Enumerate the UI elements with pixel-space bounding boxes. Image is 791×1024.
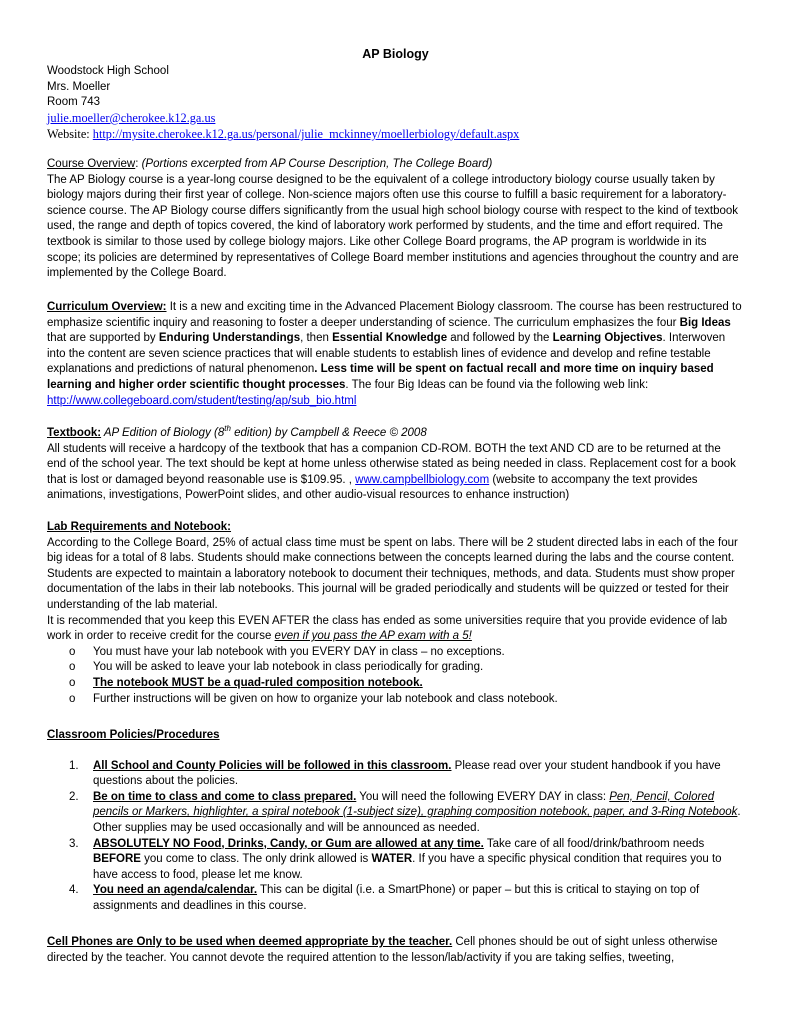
cell-phone-section [47, 935, 743, 966]
list-item: o You will be asked to leave your lab notebook in class periodically for grading. [69, 661, 484, 674]
lab-body: According to the College Board, 25% of actual class time must be spent on labs. There will be 2 student directed labs in each of the four big ideas for a total of 8 labs. Students should make connections between the concepts learned during the labs and the course content. Students are expected to maintain a laboratory notebook to document their techniques, methods, and data. Students must show proper documentation of the labs in their lab notebooks. This journal will be graded periodically and students will be quizzed or tested for their understanding of the lab material. [47, 536, 738, 611]
curriculum-heading: Curriculum Overview: [47, 301, 167, 313]
curriculum-section: Curriculum Overview: It is a new and exciting time in the Advanced Placement Biology classroom. The course has been restructured to emphasize scientific inquiry and reasoning to foster a deeper understanding of science. The curriculum emphasizes the four Big Ideas that are supported by Enduring Understandings, then Essential Knowledge and followed by the Learning Objectives. Interwoven into the content are seven science practices that will enable students to establish lines of evidence and develop and refine testable explanations and predictions of natural phenomenon. Less time will be spent on factual recall and more time on inquiry based learning and higher order scientific thought processes. The four Big Ideas can be found via the following web link: http://www.collegeboard.com/student/testing/ap/sub_bio.html [47, 301, 742, 407]
policies-heading: Classroom Policies/Procedures [47, 729, 220, 741]
textbook-heading: Textbook: [47, 427, 102, 439]
textbook-section: Textbook: AP Edition of Biology (8th edition) by Campbell & Reece © 2008 All students will receive a hardcopy of the textbook that has a companion CD-ROM. BOTH the text AND CD are to be returned at the end of the school year. The text should be kept at home unless otherwise stated as being needed in class. Replacement cost for a book that is lost or damaged beyond reasonable use is $109.95. , www.campbellbiology.com (website to accompany the text provides animations, investigations, PowerPoint slides, and other audio-visual resources to enhance instruction) [47, 424, 736, 502]
big-ideas-link[interactable]: http://www.collegeboard.com/student/testing/ap/sub_bio.html [47, 394, 357, 407]
document-title: AP Biology [362, 47, 429, 61]
lab-heading: Lab Requirements and Notebook: [47, 521, 232, 533]
cell-phone-body: Cell phones should be out of sight unless otherwise directed by the teacher. You cannot devote the required attention to the lesson/lab/activity if you are taking selfies, tweeting, [47, 936, 718, 964]
course-overview-heading: Course Overview [47, 158, 136, 170]
course-overview-subtitle: (Portions excerpted from AP Course Description, The College Board) [141, 158, 493, 170]
course-overview-body: The AP Biology course is a year-long course designed to be the equivalent of a college introductory biology course usually taken by biology majors during their first year of college. Non-science majors often use this course to fulfill a basic requirement for a laboratory-science course. The AP Biology course differs significantly from the usual high school biology course with respect to the kind of textbook used, the range and depth of topics covered, the kind of laboratory work performed by students, and the time and effort required. The textbook is similar to those used by college biology majors. Like other College Board programs, the AP program is worldwide in its scope; its policies are determined by representatives of College Board member institutions and agencies throughout the country and are implemented by the College Board. [47, 173, 739, 280]
room-number: Room 743 [47, 96, 101, 109]
textbook-title: AP Edition of Biology (8th edition) by Campbell & Reece © 2008 [101, 424, 427, 439]
policies-list [47, 759, 743, 915]
email-link[interactable]: julie.moeller@cherokee.k12.ga.us [47, 110, 216, 125]
contact-block [47, 64, 747, 143]
textbook-body: All students will receive a hardcopy of the textbook that has a companion CD-ROM. BOTH the text AND CD are to be returned at the end of the school year. The text should be kept at home unless otherwise stated as being needed in class. Replacement cost for a book that is lost or damaged beyond reasonable use is $109.95. , [47, 442, 736, 486]
lab-section: Lab Requirements and Notebook: According to the College Board, 25% of actual class time must be spent on labs. There will be 2 student directed labs in each of the four big ideas for a total of 8 labs. Students should make connections between the concepts learned during the labs and the course content. Students are expected to maintain a laboratory notebook to document their techniques, methods, and data. Students must show proper documentation of the labs in their lab notebooks. This journal will be graded periodically and students will be quizzed or tested for their understanding of the lab material. It is recommended that you keep this EVEN AFTER the class has ended as some universities require that you provide evidence of lab work in order to receive credit for the course even if you pass the AP exam with a 5! o You must have your lab notebook with you EVERY DAY in class – no exceptions. o You will be asked to leave your lab notebook in class periodically for grading. o The notebook MUST be a quad-ruled composition notebook. o Further instructions will be given on how to organize your lab notebook and class notebook. [47, 520, 743, 707]
website-link[interactable]: http://mysite.cherokee.k12.ga.us/personal/julie_mckinney/moellerbiology/default.aspx [92, 127, 520, 142]
school-name: Woodstock High School [47, 65, 169, 77]
list-item: 3. ABSOLUTELY NO Food, Drinks, Candy, or Gum are allowed at any time. Take care of all food/drink/bathroom needs BEFORE you come to class. The only drink allowed is WATER. If you have a specific physical condition that requires you to have access to food, please let me know. [69, 837, 722, 881]
policies-section [47, 728, 743, 915]
cell-phone-heading: Cell Phones are Only to be used when deemed appropriate by the teacher. [47, 936, 453, 948]
teacher-name: Mrs. Moeller [47, 80, 111, 93]
list-item: o The notebook MUST be a quad-ruled composition notebook. [69, 676, 423, 689]
lab-emphasis: even if you pass the AP exam with a 5! [274, 630, 472, 643]
course-overview-section: Course Overview: (Portions excerpted from AP Course Description, The College Board) The AP Biology course is a year-long course designed to be the equivalent of a college introductory biology course usually taken by biology majors during their first year of college. Non-science majors often use this course to fulfill a basic requirement for a laboratory-science course. The AP Biology course differs significantly from the usual high school biology course with respect to the kind of textbook used, the range and depth of topics covered, the kind of laboratory work performed by students, and the time and effort required. The textbook is similar to those used by college biology majors. Like other College Board programs, the AP program is worldwide in its scope; its policies are determined by representatives of College Board member institutions and agencies throughout the country and are implemented by the College Board. [47, 157, 743, 282]
lab-bullet-list [47, 645, 743, 707]
list-item: o Further instructions will be given on how to organize your lab notebook and class notebook. [69, 692, 558, 705]
campbell-link[interactable]: www.campbellbiology.com [355, 473, 490, 486]
list-item: 1. All School and County Policies will be followed in this classroom. Please read over your student handbook if you have questions about the policies. [69, 759, 721, 788]
list-item: 2. Be on time to class and come to class prepared. You will need the following EVERY DAY in class: Pen, Pencil, Colored pencils or Markers, highlighter, a spiral notebook (1-subject size), graphing composition notebook, paper, and 3-Ring Notebook. Other supplies may be used occasionally and will be announced as needed. [69, 790, 741, 834]
list-item: 4. You need an agenda/calendar. This can be digital (i.e. a SmartPhone) or paper – but this is critical to staying on top of assignments and deadlines in this course. [69, 884, 700, 912]
website-label: Website: [47, 127, 93, 142]
list-item: o You must have your lab notebook with you EVERY DAY in class – no exceptions. [69, 645, 505, 658]
